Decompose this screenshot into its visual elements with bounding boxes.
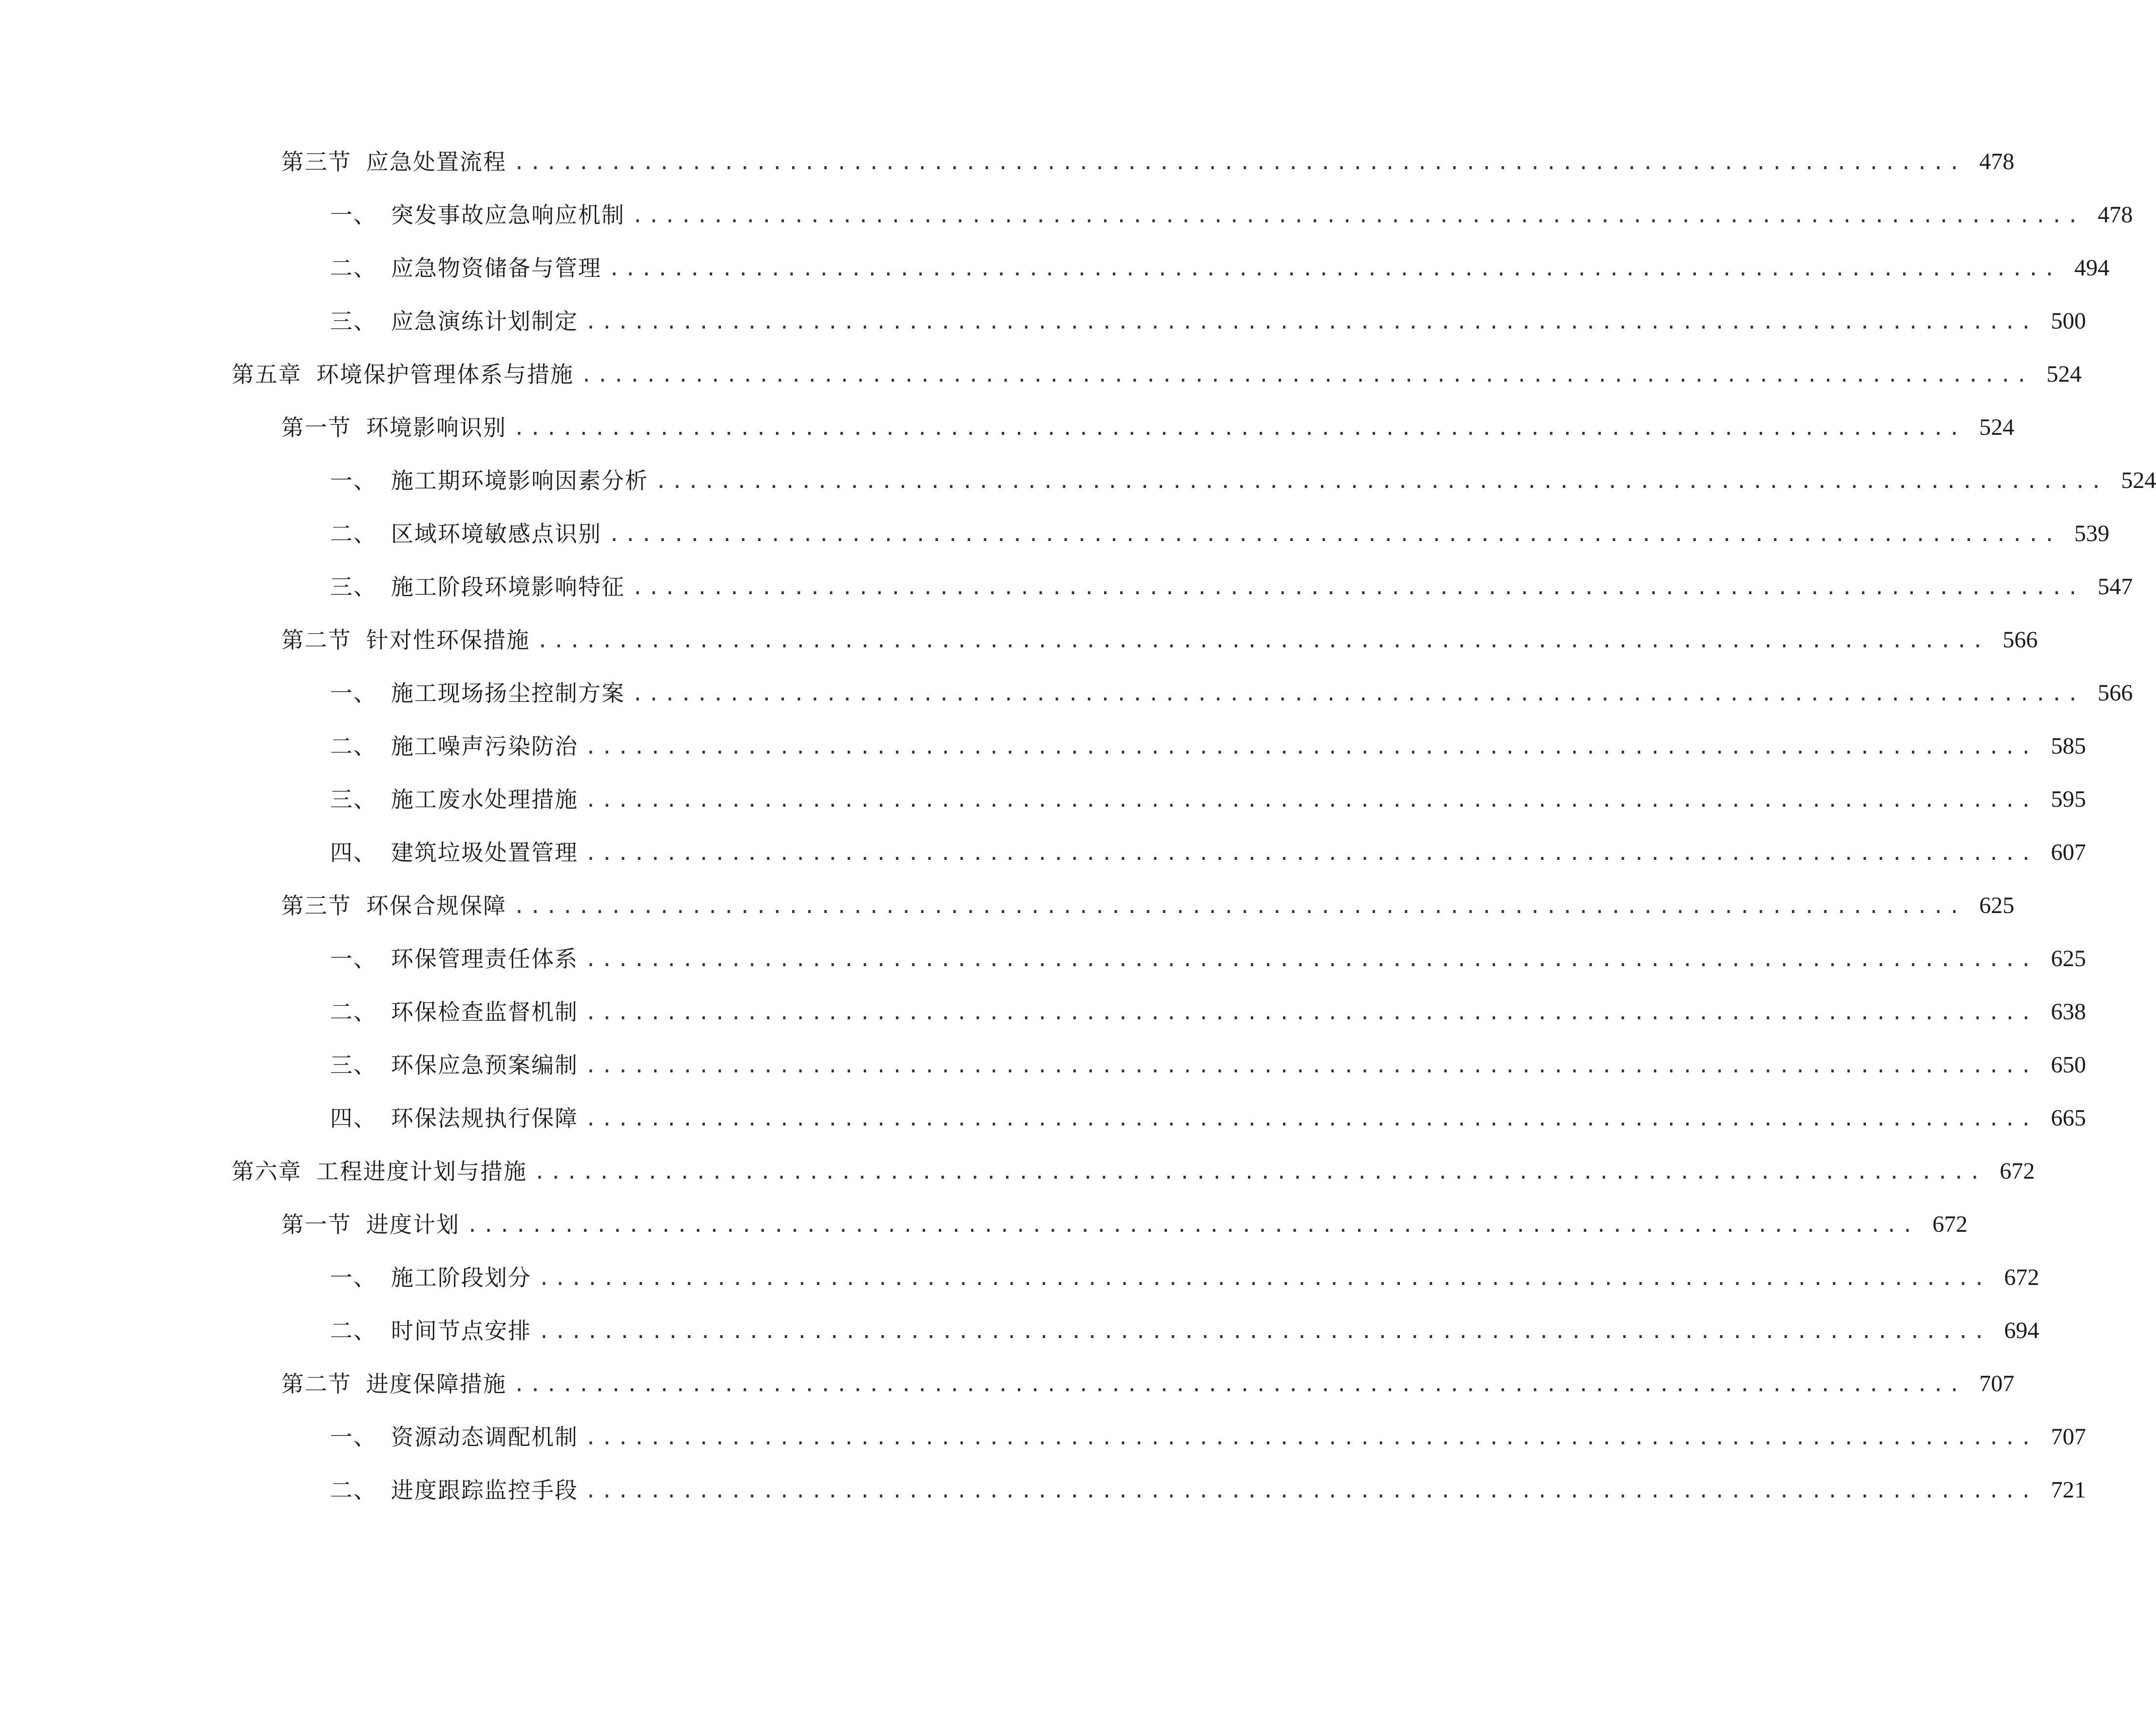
dot-leader: .......................................................................................... [513,152,1965,174]
toc-entry-page-number: 707 [2051,1424,2086,1450]
toc-subsection-entry[interactable] [330,461,2156,500]
dot-leader: .......................................................................................... [534,1161,1985,1184]
toc-subsection-entry[interactable] [330,195,2133,234]
toc-entry-prefix: 二、 [330,521,377,547]
dot-leader: .......................................................................................... [585,842,2037,865]
toc-chapter-entry[interactable] [232,355,2082,394]
toc-entry-title: 应急物资储备与管理 [391,255,602,281]
toc-entry-page-number: 494 [2074,255,2110,281]
toc-entry-title: 突发事故应急响应机制 [391,202,625,228]
toc-entry-page-number: 524 [2046,361,2082,387]
toc-entry-page-number: 478 [1979,149,2015,175]
dot-leader: .......................................................................................... [632,577,2083,599]
toc-entry-prefix: 第六章 [232,1158,302,1185]
dot-leader: .......................................................................................... [585,949,2037,971]
toc-section-entry[interactable] [281,142,2015,181]
toc-entry-page-number: 524 [1979,414,2015,440]
dot-leader: .......................................................................................... [538,1321,1990,1343]
toc-subsection-entry[interactable] [330,567,2133,606]
toc-entry-title: 针对性环保措施 [366,627,530,653]
toc-subsection-entry[interactable] [330,939,2086,978]
dot-leader: .......................................................................................... [585,1427,2037,1449]
toc-entry-prefix: 二、 [330,1477,377,1503]
toc-entry-page-number: 566 [2002,627,2038,653]
dot-leader: .......................................................................................... [632,205,2083,227]
toc-entry-title: 环保法规执行保障 [391,1105,578,1131]
dot-leader: .......................................................................................... [585,311,2037,333]
dot-leader: .......................................................................................... [608,524,2060,546]
toc-entry-title: 环保合规保障 [366,893,506,919]
toc-subsection-entry[interactable] [330,514,2110,553]
dot-leader: .......................................................................................... [608,258,2060,280]
toc-chapter-entry[interactable] [232,1152,2035,1191]
dot-leader: .......................................................................................... [585,1055,2037,1077]
toc-entry-page-number: 539 [2074,521,2110,546]
toc-entry-title: 施工废水处理措施 [391,786,578,813]
dot-leader: .......................................................................................... [581,364,2032,387]
dot-leader: .......................................................................................... [513,1374,1965,1396]
toc-entry-page-number: 607 [2051,839,2086,865]
toc-entry-prefix: 一、 [330,680,377,706]
toc-entry-page-number: 500 [2051,308,2086,334]
toc-subsection-entry[interactable] [330,1099,2086,1138]
toc-entry-prefix: 一、 [330,1264,377,1291]
toc-entry-prefix: 一、 [330,202,377,228]
dot-leader: .......................................................................................... [537,630,1988,652]
toc-entry-prefix: 四、 [330,839,377,866]
toc-entry-title: 进度保障措施 [366,1371,506,1397]
toc-entry-title: 工程进度计划与措施 [316,1158,527,1185]
dot-leader: .......................................................................................... [513,895,1965,918]
toc-entry-prefix: 第二节 [281,1371,351,1397]
toc-section-entry[interactable] [281,886,2015,925]
toc-entry-title: 环保检查监督机制 [391,999,578,1025]
toc-entry-page-number: 721 [2051,1477,2086,1503]
dot-leader: .......................................................................................... [466,1214,1918,1237]
toc-entry-title: 资源动态调配机制 [391,1424,578,1450]
toc-section-entry[interactable] [281,1205,1968,1244]
toc-subsection-entry[interactable] [330,1046,2086,1085]
toc-entry-prefix: 一、 [330,1424,377,1450]
dot-leader: .......................................................................................... [513,417,1965,440]
toc-entry-prefix: 一、 [330,467,377,494]
dot-leader: .......................................................................................... [655,470,2107,493]
toc-entry-prefix: 三、 [330,308,377,334]
toc-entry-title: 环保应急预案编制 [391,1052,578,1078]
toc-entry-title: 应急演练计划制定 [391,308,578,334]
toc-entry-title: 施工现场扬尘控制方案 [391,680,625,706]
toc-entry-title: 建筑垃圾处置管理 [391,839,578,866]
toc-entry-prefix: 第一节 [281,1211,351,1238]
toc-entry-prefix: 二、 [330,1318,377,1344]
toc-entry-prefix: 第五章 [232,361,302,388]
toc-entry-prefix: 二、 [330,255,377,281]
toc-subsection-entry[interactable] [330,1471,2086,1510]
toc-section-entry[interactable] [281,408,2015,447]
toc-subsection-entry[interactable] [330,1418,2086,1457]
toc-entry-prefix: 二、 [330,999,377,1025]
toc-entry-prefix: 三、 [330,786,377,813]
toc-section-entry[interactable] [281,1364,2015,1403]
dot-leader: .......................................................................................... [585,736,2037,758]
toc-subsection-entry[interactable] [330,1311,2039,1350]
toc-entry-prefix: 二、 [330,733,377,759]
dot-leader: .......................................................................................... [585,1480,2037,1502]
dot-leader: .......................................................................................... [585,1002,2037,1024]
toc-subsection-entry[interactable] [330,1258,2039,1297]
toc-entry-prefix: 四、 [330,1105,377,1131]
dot-leader: .......................................................................................... [538,1267,1990,1290]
toc-entry-title: 环境影响识别 [366,414,506,441]
toc-subsection-entry[interactable] [330,780,2086,819]
toc-entry-title: 进度跟踪监控手段 [391,1477,578,1503]
toc-entry-page-number: 524 [2121,467,2156,493]
toc-entry-prefix: 三、 [330,574,377,600]
toc-entry-page-number: 566 [2098,680,2133,706]
toc-entry-title: 环保管理责任体系 [391,946,578,972]
dot-leader: .......................................................................................... [585,789,2037,812]
toc-entry-prefix: 第二节 [281,627,351,653]
toc-entry-page-number: 665 [2051,1105,2086,1131]
toc-entry-title: 施工噪声污染防治 [391,733,578,759]
dot-leader: .......................................................................................... [632,683,2083,705]
toc-entry-title: 区域环境敏感点识别 [391,521,602,547]
toc-entry-page-number: 595 [2051,786,2086,812]
toc-entry-page-number: 625 [2051,946,2086,972]
toc-entry-prefix: 第三节 [281,149,351,175]
toc-subsection-entry[interactable] [330,833,2086,872]
toc-entry-title: 施工阶段环境影响特征 [391,574,625,600]
toc-subsection-entry[interactable] [330,249,2110,288]
toc-entry-page-number: 672 [1932,1211,1968,1237]
dot-leader: .......................................................................................... [585,1108,2037,1130]
toc-entry-title: 施工阶段划分 [391,1264,531,1291]
toc-subsection-entry[interactable] [330,674,2133,713]
toc-entry-page-number: 707 [1979,1371,2015,1397]
toc-entry-prefix: 第一节 [281,414,351,441]
toc-entry-page-number: 672 [2004,1264,2039,1290]
toc-entry-page-number: 650 [2051,1052,2086,1078]
toc-entry-prefix: 三、 [330,1052,377,1078]
toc-entry-page-number: 585 [2051,733,2086,759]
toc-entry-page-number: 694 [2004,1318,2039,1343]
toc-entry-prefix: 一、 [330,946,377,972]
toc-section-entry[interactable] [281,621,2038,660]
toc-entry-title: 进度计划 [366,1211,460,1238]
toc-entry-page-number: 638 [2051,999,2086,1025]
toc-entry-title: 时间节点安排 [391,1318,531,1344]
toc-entry-page-number: 672 [2000,1158,2035,1184]
toc-subsection-entry[interactable] [330,727,2086,766]
toc-entry-title: 施工期环境影响因素分析 [391,467,648,494]
toc-entry-prefix: 第三节 [281,893,351,919]
toc-subsection-entry[interactable] [330,302,2086,341]
toc-entry-page-number: 625 [1979,893,2015,918]
toc-subsection-entry[interactable] [330,992,2086,1031]
toc-entry-title: 环境保护管理体系与措施 [316,361,574,388]
toc-entry-page-number: 478 [2098,202,2133,228]
toc-entry-page-number: 547 [2098,574,2133,600]
toc-entry-title: 应急处置流程 [366,149,506,175]
